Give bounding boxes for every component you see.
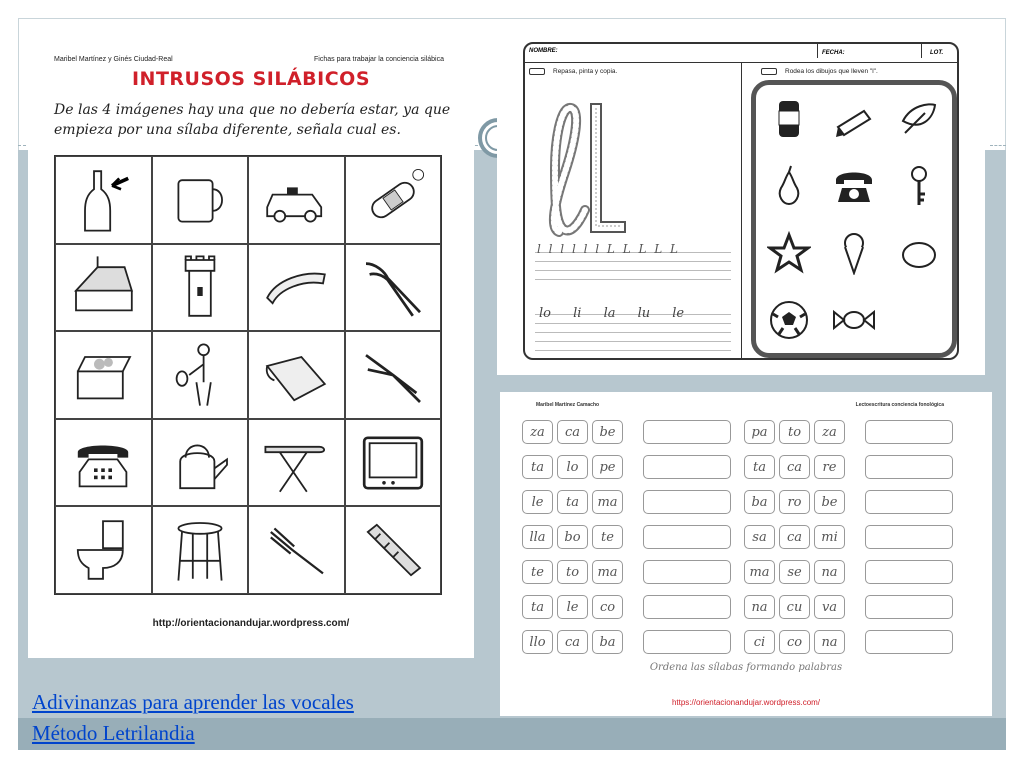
- syllable-box: ca: [557, 420, 588, 444]
- syllable-row: [744, 490, 953, 514]
- syllable-box: to: [779, 420, 810, 444]
- syllable-box: re: [814, 455, 845, 479]
- syllable-box: ca: [557, 630, 588, 654]
- worksheet-url: http://orientacionandujar.wordpress.com/: [152, 618, 350, 629]
- picture-panel: [751, 80, 957, 358]
- worksheet-instruction: De las 4 imágenes hay una que no debería estar, ya que empieza por una sílaba diferente, señala cual es.: [54, 102, 451, 138]
- pear-icon: [767, 164, 811, 208]
- syllable-box: ma: [592, 560, 623, 584]
- soccer-ball-icon: [767, 298, 811, 342]
- right-instruction: Rodea los dibujos que lleven "l".: [761, 68, 878, 75]
- ironing-board-icon: [248, 419, 345, 507]
- lemon-icon: [897, 231, 941, 275]
- kettle-icon: [152, 419, 249, 507]
- syllable-row: [744, 560, 953, 584]
- syllable-row: [522, 455, 731, 479]
- syllable-box: le: [522, 490, 553, 514]
- worksheet-title: INTRUSOS SILÁBICOS: [131, 68, 371, 90]
- answer-box[interactable]: [643, 560, 731, 584]
- stool-icon: [152, 506, 249, 594]
- candy-icon: [832, 298, 876, 342]
- answer-box[interactable]: [643, 525, 731, 549]
- syllable-box: se: [779, 560, 810, 584]
- answer-box[interactable]: [643, 455, 731, 479]
- syllable-box: mi: [814, 525, 845, 549]
- syllable-box: ta: [744, 455, 775, 479]
- syllable-box: le: [557, 595, 588, 619]
- writing-lines: [535, 244, 731, 351]
- syllable-box: ta: [557, 490, 588, 514]
- worksheet-url: https://orientacionandujar.wordpress.com/: [671, 698, 821, 707]
- answer-box[interactable]: [643, 420, 731, 444]
- worksheet-ordena-silabas[interactable]: [500, 392, 992, 716]
- answer-box[interactable]: [643, 490, 731, 514]
- fork-icon: [248, 506, 345, 594]
- answer-box[interactable]: [865, 595, 953, 619]
- syllable-box: ba: [592, 630, 623, 654]
- syllable-box: na: [744, 595, 775, 619]
- syllable-box: sa: [744, 525, 775, 549]
- syllable-box: pa: [744, 420, 775, 444]
- telephone-icon: [832, 164, 876, 208]
- bandage-icon: [345, 156, 442, 244]
- syllable-box: pe: [592, 455, 623, 479]
- lot-label: LOT.: [921, 44, 943, 58]
- answer-box[interactable]: [643, 630, 731, 654]
- syllable-box: te: [522, 560, 553, 584]
- treasure-chest-icon: [55, 331, 152, 419]
- worksheet-header: [525, 44, 957, 63]
- can-icon: [767, 97, 811, 141]
- picture-grid: [54, 155, 442, 595]
- syllable-box: ca: [779, 455, 810, 479]
- pencil-icon: [832, 97, 876, 141]
- syllable-box: na: [814, 630, 845, 654]
- syllable-box: co: [779, 630, 810, 654]
- television-icon: [345, 419, 442, 507]
- tower-icon: [152, 244, 249, 332]
- star-icon: [767, 231, 811, 275]
- syllable-row: [744, 455, 953, 479]
- syllable-box: ma: [592, 490, 623, 514]
- name-label: NOMBRE:: [529, 48, 558, 54]
- paper-icon: [248, 331, 345, 419]
- syllable-row: [522, 490, 731, 514]
- syllable-box: za: [814, 420, 845, 444]
- syllable-row: [522, 560, 731, 584]
- pliers-icon: [345, 244, 442, 332]
- syllable-box: ci: [744, 630, 775, 654]
- answer-box[interactable]: [865, 560, 953, 584]
- wall-plug-icon: [345, 506, 442, 594]
- house-roof-icon: [55, 244, 152, 332]
- syllable-box: cu: [779, 595, 810, 619]
- worksheet-intrusos-silabicos[interactable]: [28, 30, 474, 658]
- syllable-box: ta: [522, 595, 553, 619]
- syllable-box: lo: [557, 455, 588, 479]
- practice-row: l l l l l l L L L L L: [537, 242, 681, 256]
- roof-tile-icon: [248, 244, 345, 332]
- divider-line-right: [990, 145, 1006, 146]
- syllable-box: be: [592, 420, 623, 444]
- column-divider: [741, 62, 742, 360]
- syllable-box: za: [522, 420, 553, 444]
- syllable-box: te: [592, 525, 623, 549]
- tennis-player-icon: [152, 331, 249, 419]
- syllable-box: be: [814, 490, 845, 514]
- syllable-box: va: [814, 595, 845, 619]
- syllable-row: [522, 630, 731, 654]
- syllable-row: [744, 525, 953, 549]
- telephone-icon: [55, 419, 152, 507]
- syllable-box: co: [592, 595, 623, 619]
- bottle-icon: [55, 156, 152, 244]
- syllable-box: llo: [522, 630, 553, 654]
- link-adivinanzas-vocales[interactable]: Adivinanzas para aprender las vocales: [32, 690, 354, 714]
- syllable-row: [522, 525, 731, 549]
- syllable-row: lo li la lu le: [539, 306, 685, 321]
- worksheet-author: Maribel Martínez Camacho: [536, 402, 600, 408]
- key-icon: [897, 164, 941, 208]
- mug-icon: [152, 156, 249, 244]
- answer-box[interactable]: [865, 490, 953, 514]
- answer-box[interactable]: [865, 525, 953, 549]
- pruning-shears-icon: [345, 331, 442, 419]
- date-label: FECHA:: [817, 44, 845, 58]
- worksheet-caption: Ordena las sílabas formando palabras: [649, 662, 843, 673]
- ice-cream-icon: [832, 231, 876, 275]
- answer-box[interactable]: [865, 420, 953, 444]
- syllable-row: [522, 420, 731, 444]
- pencil-icon: [761, 68, 777, 75]
- toilet-icon: [55, 506, 152, 594]
- worksheet-topic: Lectoescritura conciencia fonológica: [855, 402, 944, 408]
- syllable-box: na: [814, 560, 845, 584]
- syllable-row: [744, 595, 953, 619]
- syllable-box: ro: [779, 490, 810, 514]
- syllable-box: ta: [522, 455, 553, 479]
- left-instruction: Repasa, pinta y copia.: [529, 68, 617, 75]
- syllable-row: [522, 595, 731, 619]
- pencil-icon: [529, 68, 545, 75]
- syllable-box: ma: [744, 560, 775, 584]
- link-metodo-letrilandia[interactable]: Método Letrilandia: [32, 721, 195, 745]
- answer-box[interactable]: [643, 595, 731, 619]
- answer-box[interactable]: [865, 455, 953, 479]
- worksheet-topic: Fichas para trabajar la conciencia silábica: [314, 56, 444, 63]
- syllable-box: lla: [522, 525, 553, 549]
- worksheet-letter-l[interactable]: [497, 30, 985, 375]
- leaf-icon: [897, 97, 941, 141]
- syllable-row: [744, 420, 953, 444]
- syllable-row: [744, 630, 953, 654]
- car-icon: [248, 156, 345, 244]
- answer-box[interactable]: [865, 630, 953, 654]
- letter-l-tracing: [539, 92, 629, 242]
- syllable-box: bo: [557, 525, 588, 549]
- syllable-box: ba: [744, 490, 775, 514]
- worksheet-author: Maribel Martínez y Ginés Ciudad-Real: [54, 56, 173, 63]
- syllable-box: ca: [779, 525, 810, 549]
- syllable-box: to: [557, 560, 588, 584]
- worksheet-frame: [523, 42, 959, 360]
